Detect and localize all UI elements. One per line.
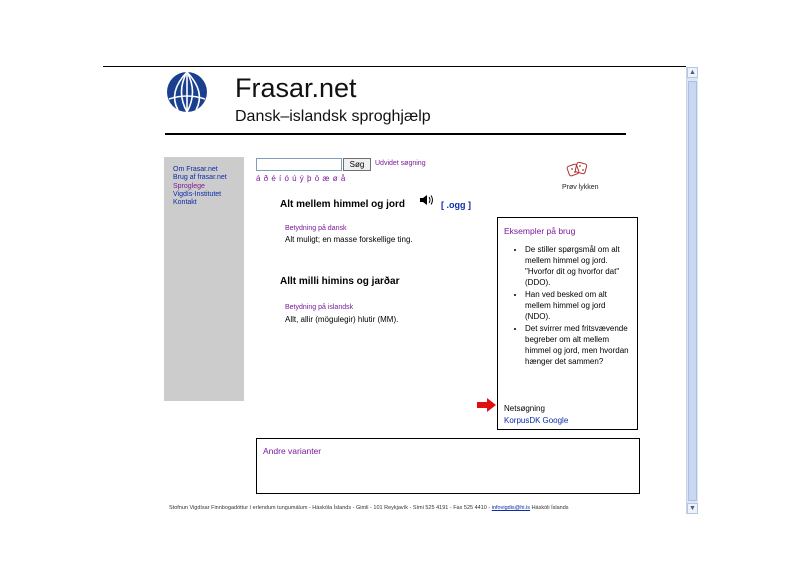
google-link[interactable]: Google — [542, 416, 569, 425]
footer-suffix: Háskóli Íslands — [531, 505, 569, 511]
net-search-links — [504, 416, 570, 425]
speaker-icon[interactable] — [419, 194, 435, 206]
examples-list — [507, 244, 633, 368]
entry-title-icelandic: Allt milli himins og jarðar — [280, 276, 400, 287]
example-item: • Det svirrer med fritsvævende begreber om alt mellem himmel og jord, men hvordan hænger det sammen? — [525, 323, 633, 367]
header-rule — [165, 133, 626, 135]
search-input[interactable] — [256, 158, 342, 171]
variants-title: Andre varianter — [263, 446, 322, 456]
sense-text-danish: Alt muligt; en masse forskellige ting. — [285, 235, 413, 244]
scroll-up-arrow-icon[interactable]: ▲ — [687, 67, 698, 78]
site-subtitle: Dansk–islandsk sproghjælp — [235, 108, 431, 125]
sidebar-item-about[interactable]: Om Frasar.net — [173, 166, 218, 173]
sidebar-item-language-games[interactable]: Sproglege — [173, 182, 205, 190]
try-luck-link[interactable]: Prøv lykken — [562, 184, 599, 191]
sidebar — [164, 157, 244, 401]
ogg-audio-link[interactable]: [ .ogg ] — [441, 200, 471, 210]
sidebar-item-vigdis-institute[interactable]: Vigdís-Institutet — [173, 190, 222, 198]
net-search-label: Netsøgning — [504, 404, 545, 413]
sense-text-icelandic: Allt, allir (mögulegir) hlutir (MM). — [285, 315, 399, 324]
variants-box — [256, 438, 640, 494]
korpusdk-link[interactable]: KorpusDK — [504, 416, 541, 425]
footer-email-link[interactable]: infovigdis@hi.is — [491, 505, 531, 511]
globe-logo-icon[interactable] — [166, 71, 208, 113]
advanced-search-link[interactable]: Udvidet søgning — [375, 160, 426, 167]
example-item: • De stiller spørgsmål om alt mellem himmel og jord. "Hvorfor dit og hvorfor dat" (DDO). — [525, 244, 633, 288]
top-frame-line — [103, 66, 686, 67]
scroll-thumb[interactable] — [688, 81, 697, 501]
examples-title: Eksempler på brug — [504, 226, 576, 236]
entry-title-danish: Alt mellem himmel og jord — [280, 199, 406, 210]
example-item: • Han ved besked om alt mellem himmel og jord (NDO). — [525, 289, 633, 322]
dice-icon[interactable] — [566, 160, 588, 180]
footer — [169, 505, 569, 511]
sidebar-item-contact[interactable]: Kontakt — [173, 199, 197, 207]
examples-box — [497, 217, 638, 430]
red-arrow-icon — [477, 398, 496, 412]
vertical-scrollbar[interactable] — [686, 67, 698, 514]
footer-text: Stofnun Vigdísar Finnbogadóttur í erlendum tungumálum - Háskóla Íslands - Gimli - 101 Reykjavík - Sími 525 4191 - Fax 525 4410 - — [169, 505, 491, 511]
sidebar-item-usage[interactable]: Brug af frasar.net — [173, 174, 227, 182]
sense-label-danish: Betydning på dansk — [285, 225, 347, 232]
site-title: Frasar.net — [235, 73, 357, 103]
sense-label-icelandic: Betydning på islandsk — [285, 304, 354, 311]
scroll-down-arrow-icon[interactable]: ▼ — [687, 503, 698, 514]
search-button[interactable]: Søg — [343, 158, 371, 171]
special-characters[interactable]: á ð é í ó ú ý þ ö æ ø å — [256, 174, 346, 183]
